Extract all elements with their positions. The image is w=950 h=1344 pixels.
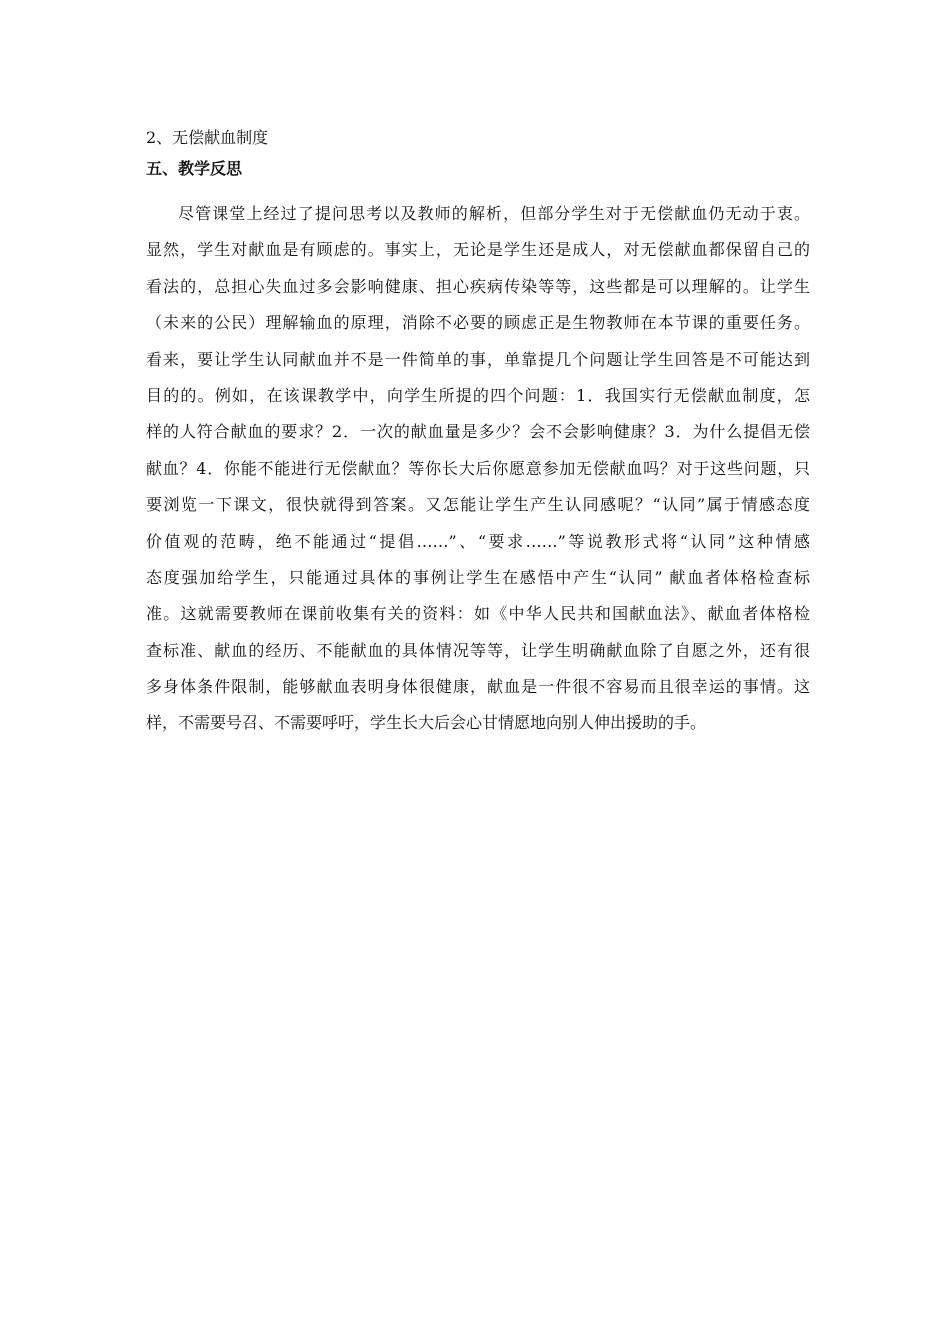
paragraph-line: 准。这就需要教师在课前收集有关的资料：如《中华人民共和国献血法》、献血者体格检	[146, 604, 810, 624]
paragraph-line: 看来，要让学生认同献血并不是一件简单的事，单靠提几个问题让学生回答是不可能达到	[146, 349, 810, 369]
list-item-blood-donation-system: 2、无偿献血制度	[146, 128, 269, 147]
paragraph-line: 多身体条件限制，能够献血表明身体很健康，献血是一件很不容易而且很幸运的事情。这	[146, 677, 810, 697]
paragraph-line: 看法的，总担心失血过多会影响健康、担心疾病传染等等，这些都是可以理解的。让学生	[146, 276, 810, 296]
paragraph-line: 目的的。例如，在该课教学中，向学生所提的四个问题：1．我国实行无偿献血制度，怎	[146, 385, 810, 405]
paragraph-line: 态度强加给学生，只能通过具体的事例让学生在感悟中产生“认同” 献血者体格检查标	[146, 567, 810, 587]
paragraph-line: 尽管课堂上经过了提问思考以及教师的解析，但部分学生对于无偿献血仍无动于衷。	[178, 204, 810, 223]
paragraph-line: 样的人符合献血的要求？2．一次的献血量是多少？会不会影响健康？3．为什么提倡无偿	[146, 422, 810, 442]
paragraph-line: 价值观的范畴，绝不能通过“提倡……”、“要求……”等说教形式将“认同”这种情感	[146, 531, 810, 551]
paragraph-line: 显然，学生对献血是有顾虑的。事实上，无论是学生还是成人，对无偿献血都保留自己的	[146, 240, 810, 260]
reflection-paragraph	[146, 196, 810, 742]
paragraph-line: （未来的公民）理解输血的原理，消除不必要的顾虑正是生物教师在本节课的重要任务。	[146, 313, 810, 333]
paragraph-line: 样，不需要号召、不需要呼吁，学生长大后会心甘情愿地向别人伸出援助的手。	[146, 713, 707, 733]
section-heading-teaching-reflection: 五、教学反思	[146, 159, 243, 178]
paragraph-line: 查标准、献血的经历、不能献血的具体情况等等，让学生明确献血除了自愿之外，还有很	[146, 640, 810, 660]
paragraph-line: 要浏览一下课文，很快就得到答案。又怎能让学生产生认同感呢？“认同”属于情感态度	[146, 495, 810, 515]
paragraph-line: 献血？4．你能不能进行无偿献血？等你长大后你愿意参加无偿献血吗？对于这些问题，只	[146, 458, 810, 478]
